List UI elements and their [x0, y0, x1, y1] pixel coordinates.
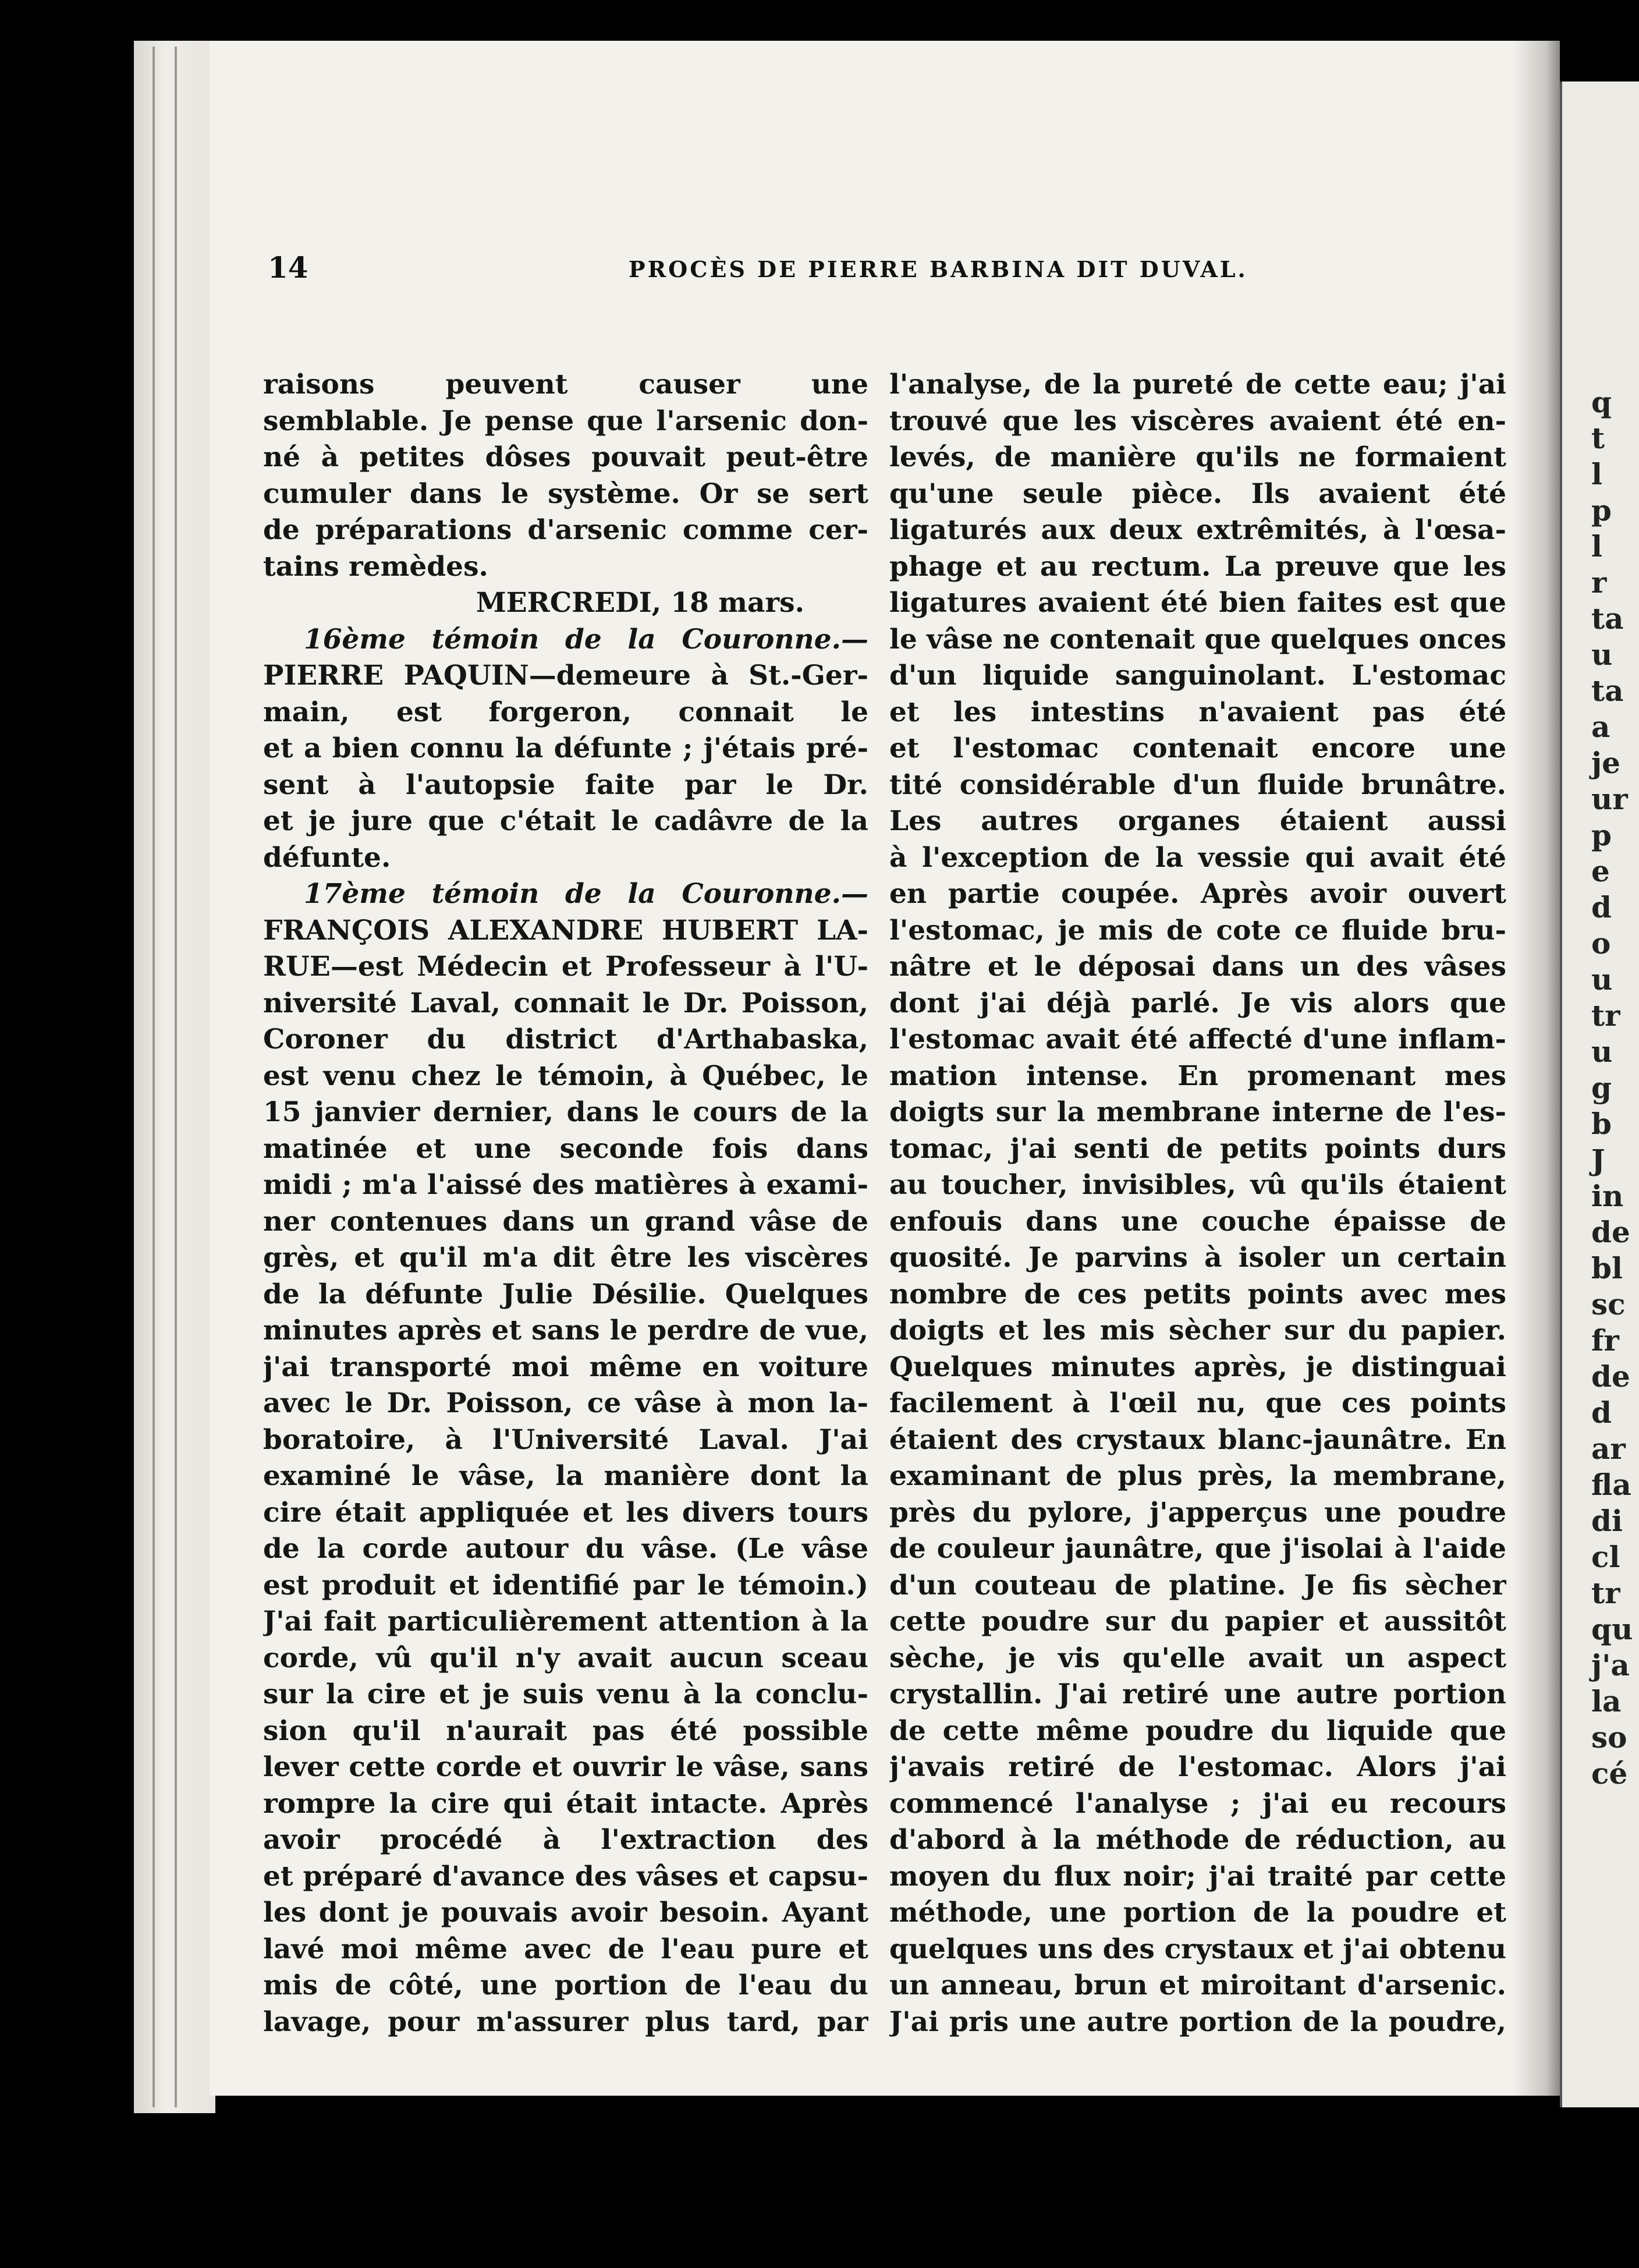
text-line: matinée et une seconde fois dans	[263, 1132, 868, 1165]
text-line: nâtre et le déposai dans un des vâses	[889, 951, 1506, 983]
facing-page-fragment: J	[1591, 1143, 1605, 1177]
text-line: défunte.	[263, 841, 391, 874]
text-line: avec le Dr. Poisson, ce vâse à mon la-	[263, 1387, 868, 1419]
facing-page-fragment: d	[1591, 1395, 1612, 1430]
facing-page-fragment: u	[1591, 637, 1613, 672]
text-line: main, est forgeron, connait le	[263, 696, 868, 728]
text-line: sion qu'il n'aurait pas été possible	[263, 1714, 868, 1747]
facing-page-fragment: ta	[1591, 674, 1624, 708]
text-line: cire était appliquée et les divers tours	[263, 1496, 868, 1529]
text-line: de cette même poudre du liquide que	[889, 1714, 1506, 1747]
text-line: niversité Laval, connait le Dr. Poisson,	[263, 987, 868, 1019]
text-line: semblable. Je pense que l'arsenic don-	[263, 405, 868, 437]
text-line: rompre la cire qui était intacte. Après	[263, 1787, 868, 1820]
text-line: nombre de ces petits points avec mes	[889, 1278, 1506, 1310]
facing-page-fragment: g	[1591, 1071, 1612, 1105]
text-line: enfouis dans une couche épaisse de	[889, 1205, 1506, 1238]
text-line: levés, de manière qu'ils ne formaient	[889, 441, 1506, 473]
facing-page-fragment: fla	[1591, 1468, 1631, 1502]
facing-page-fragment: q	[1591, 385, 1612, 419]
facing-page-fragment: e	[1591, 854, 1610, 888]
text-line: dont j'ai déjà parlé. Je vis alors que	[889, 987, 1506, 1019]
facing-page-fragment: so	[1591, 1720, 1627, 1755]
text-line: 15 janvier dernier, dans le cours de la	[263, 1096, 868, 1128]
text-line: au toucher, invisibles, vû qu'ils étaient	[889, 1169, 1506, 1201]
text-line: tains remèdes.	[263, 550, 488, 583]
text-line: les dont je pouvais avoir besoin. Ayant	[263, 1897, 868, 1929]
text-line: lavage, pour m'assurer plus tard, par	[263, 2005, 868, 2038]
right-text-column	[889, 367, 1506, 2040]
text-line: corde, vû qu'il n'y avait aucun sceau	[263, 1642, 868, 1674]
text-line: sur la cire et je suis venu à la conclu-	[263, 1678, 868, 1710]
text-line: cette poudre sur du papier et aussitôt	[889, 1606, 1506, 1638]
text-line: j'ai transporté moi même en voiture	[263, 1351, 868, 1383]
text-line: est venu chez le témoin, à Québec, le	[263, 1059, 868, 1092]
left-text-column	[263, 367, 868, 2040]
text-line: d'un couteau de platine. Je fis sècher	[889, 1569, 1506, 1601]
text-line: et a bien connu la défunte ; j'étais pré-	[263, 732, 868, 764]
text-line: lavé moi même avec de l'eau pure et	[263, 1933, 868, 1965]
facing-page-fragment: ar	[1591, 1431, 1626, 1466]
text-line: 16ème témoin de la Couronne.—	[304, 623, 868, 655]
text-line: RUE—est Médecin et Professeur à l'U-	[263, 951, 868, 983]
text-line: trouvé que les viscères avaient été en-	[889, 405, 1506, 437]
facing-page-fragment: fr	[1591, 1323, 1619, 1358]
text-line: et les intestins n'avaient pas été	[889, 696, 1506, 728]
facing-page-fragment: p	[1591, 493, 1612, 527]
page-edge-line	[175, 47, 177, 2107]
text-line: tité considérable d'un fluide brunâtre.	[889, 768, 1506, 801]
text-line: Quelques minutes après, je distinguai	[889, 1351, 1506, 1383]
text-line: sèche, je vis qu'elle avait un aspect	[889, 1642, 1506, 1674]
text-line: méthode, une portion de la poudre et	[889, 1897, 1506, 1929]
facing-page-fragment: j'a	[1591, 1648, 1630, 1682]
facing-page-fragment: de	[1591, 1215, 1630, 1249]
facing-page	[1560, 81, 1639, 2107]
facing-page-fragment: a	[1591, 710, 1610, 744]
text-line: crystallin. J'ai retiré une autre portion	[889, 1678, 1506, 1710]
text-line: grès, et qu'il m'a dit être les viscères	[263, 1242, 868, 1274]
facing-page-fragment: in	[1591, 1179, 1624, 1213]
text-line: moyen du flux noir; j'ai traité par cette	[889, 1860, 1506, 1893]
text-line: quelques uns des crystaux et j'ai obtenu	[889, 1933, 1506, 1965]
book-page	[210, 41, 1560, 2096]
facing-page-fragment: p	[1591, 818, 1612, 852]
text-line: est produit et identifié par le témoin.)	[263, 1569, 868, 1601]
text-line: près du pylore, j'apperçus une poudre	[889, 1496, 1506, 1529]
text-line: MERCREDI, 18 mars.	[476, 587, 804, 619]
text-line: doigts sur la membrane interne de l'es-	[889, 1096, 1506, 1128]
facing-page-fragment: cl	[1591, 1540, 1620, 1574]
text-line: lever cette corde et ouvrir le vâse, sans	[263, 1751, 868, 1783]
text-line: examiné le vâse, la manière dont la	[263, 1460, 868, 1492]
text-line: de la défunte Julie Désilie. Quelques	[263, 1278, 868, 1310]
text-line: étaient des crystaux blanc-jaunâtre. En	[889, 1423, 1506, 1456]
page-edge-line	[152, 47, 155, 2107]
text-line: tomac, j'ai senti de petits points durs	[889, 1132, 1506, 1165]
text-line: et l'estomac contenait encore une	[889, 732, 1506, 764]
book-binding-shadow	[1513, 41, 1560, 2096]
text-line: examinant de plus près, la membrane,	[889, 1460, 1506, 1492]
text-line: commencé l'analyse ; j'ai eu recours	[889, 1787, 1506, 1820]
text-line: doigts et les mis sècher sur du papier.	[889, 1314, 1506, 1346]
facing-page-fragment: je	[1591, 746, 1620, 780]
text-line: J'ai pris une autre portion de la poudre,	[889, 2005, 1506, 2038]
text-line: l'analyse, de la pureté de cette eau; j'ai	[889, 368, 1506, 401]
text-line: midi ; m'a l'aissé des matières à exami-	[263, 1169, 868, 1201]
text-line: minutes après et sans le perdre de vue,	[263, 1314, 868, 1346]
text-line: facilement à l'œil nu, que ces points	[889, 1387, 1506, 1419]
facing-page-fragment: u	[1591, 1034, 1613, 1069]
facing-page-fragment: b	[1591, 1107, 1612, 1141]
text-line: PIERRE PAQUIN—demeure à St.-Ger-	[263, 660, 868, 692]
text-line: à l'exception de la vessie qui avait été	[889, 841, 1506, 874]
running-head: PROCÈS DE PIERRE BARBINA DIT DUVAL.	[629, 256, 1248, 282]
text-line: sent à l'autopsie faite par le Dr.	[263, 768, 868, 801]
text-line: phage et au rectum. La preuve que les	[889, 550, 1506, 583]
text-line: l'estomac avait été affecté d'une inflam-	[889, 1023, 1506, 1055]
page-number: 14	[268, 250, 308, 285]
facing-page-fragment: qu	[1591, 1612, 1633, 1646]
text-line: né à petites dôses pouvait peut-être	[263, 441, 868, 473]
text-line: et je jure que c'était le cadâvre de la	[263, 805, 868, 837]
text-line: un anneau, brun et miroitant d'arsenic.	[889, 1969, 1506, 2001]
facing-page-fragment: u	[1591, 962, 1613, 997]
text-line: d'abord à la méthode de réduction, au	[889, 1824, 1506, 1856]
text-line: ner contenues dans un grand vâse de	[263, 1205, 868, 1238]
text-line: qu'une seule pièce. Ils avaient été	[889, 477, 1506, 510]
text-line: quosité. Je parvins à isoler un certain	[889, 1242, 1506, 1274]
facing-page-fragment: l	[1591, 529, 1602, 564]
facing-page-fragment: la	[1591, 1684, 1622, 1718]
facing-page-fragment: sc	[1591, 1287, 1626, 1321]
facing-page-text	[1562, 81, 1639, 1792]
text-line: le vâse ne contenait que quelques onces	[889, 623, 1506, 655]
text-line: mis de côté, une portion de l'eau du	[263, 1969, 868, 2001]
text-line: en partie coupée. Après avoir ouvert	[889, 878, 1506, 910]
text-line: j'avais retiré de l'estomac. Alors j'ai	[889, 1751, 1506, 1783]
text-line: J'ai fait particulièrement attention à la	[263, 1606, 868, 1638]
facing-page-fragment: bl	[1591, 1251, 1623, 1285]
text-line: ligaturés aux deux extrêmités, à l'œsa-	[889, 514, 1506, 546]
facing-page-fragment: l	[1591, 457, 1602, 491]
facing-page-fragment: d	[1591, 890, 1612, 924]
facing-page-fragment: r	[1591, 565, 1607, 600]
text-line: avoir procédé à l'extraction des	[263, 1824, 868, 1856]
text-line: de couleur jaunâtre, que j'isolai à l'aide	[889, 1533, 1506, 1565]
facing-page-fragment: tr	[1591, 1576, 1620, 1610]
text-line: 17ème témoin de la Couronne.—	[304, 878, 868, 910]
facing-page-fragment: o	[1591, 926, 1611, 961]
facing-page-fragment: de	[1591, 1359, 1630, 1394]
text-line: FRANÇOIS ALEXANDRE HUBERT LA-	[263, 914, 868, 947]
text-line: ligatures avaient été bien faites est que	[889, 587, 1506, 619]
page-header	[268, 250, 1420, 297]
text-line: Les autres organes étaient aussi	[889, 805, 1506, 837]
text-line: mation intense. En promenant mes	[889, 1059, 1506, 1092]
facing-page-fragment: cé	[1591, 1756, 1628, 1791]
text-line: l'estomac, je mis de cote ce fluide bru-	[889, 914, 1506, 947]
text-line: boratoire, à l'Université Laval. J'ai	[263, 1423, 868, 1456]
facing-page-fragment: tr	[1591, 998, 1620, 1033]
text-line: de préparations d'arsenic comme cer-	[263, 514, 868, 546]
facing-page-fragment: t	[1591, 421, 1605, 455]
text-line: d'un liquide sanguinolant. L'estomac	[889, 660, 1506, 692]
facing-page-fragment: ta	[1591, 601, 1624, 636]
text-line: cumuler dans le système. Or se sert	[263, 477, 868, 510]
text-line: et préparé d'avance des vâses et capsu-	[263, 1860, 868, 1893]
text-line: raisons peuvent causer une	[263, 368, 868, 401]
text-line: de la corde autour du vâse. (Le vâse	[263, 1533, 868, 1565]
text-line: Coroner du district d'Arthabaska,	[263, 1023, 868, 1055]
facing-page-fragment: ur	[1591, 782, 1628, 816]
facing-page-fragment: di	[1591, 1504, 1623, 1538]
